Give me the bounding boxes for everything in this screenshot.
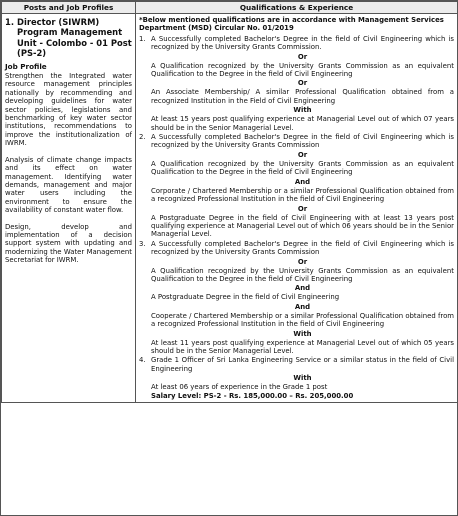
connector-text: With <box>293 329 312 338</box>
qualification-item <box>139 356 454 400</box>
qualification-number: 2. <box>139 133 146 142</box>
qualification-option: An Associate Membership/ A similar Professional Qualification obtained from a recognized Institution in the Field of Civil Engineering <box>151 88 454 105</box>
qualification-option: A Qualification recognized by the University Grants Commission as an equivalent Qualification to the Degree in the field of Civil Engineering <box>151 266 454 283</box>
post-number: 1. <box>5 17 15 27</box>
qualification-item <box>139 133 454 239</box>
qualification-option: A Qualification recognized by the University Grants Commission as an equivalent Qualification to the Degree in the field of Civil Engineering <box>151 61 454 79</box>
connector-text: And <box>294 177 311 186</box>
post-title-text: Director (SIWRM) Program Management Unit - Colombo - 01 Post (PS-2) <box>17 17 132 59</box>
qualification-item <box>139 240 454 356</box>
qualification-number: 1. <box>139 34 146 43</box>
connector-text: Or <box>297 204 308 213</box>
qualification-option: A Postgraduate Degree in the field of Civil Engineering <box>151 293 340 302</box>
qualification-number: 4. <box>139 356 146 365</box>
qualification-option: A Successfully completed Bachelor's Degree in the field of Civil Engineering which is recognized by the University Grants Commission <box>151 239 454 257</box>
header-qualifications-experience: Qualifications & Experience <box>136 2 458 14</box>
connector-text: And <box>294 302 311 311</box>
post-cell <box>2 14 136 403</box>
qualification-option: At least 06 years of experience in the Grade 1 post <box>151 383 328 392</box>
qualification-option: A Postgraduate Degree in the field of Civil Engineering with at least 13 years post qualifying experience at Managerial Level out of which 06 years should be in the Senior Managerial Level. <box>151 213 454 239</box>
connector-text: Or <box>297 52 308 61</box>
salary-level: Salary Level: PS-2 - Rs. 185,000.00 – Rs. 205,000.00 <box>151 391 354 400</box>
connector-text: Or <box>297 150 308 159</box>
connector-text: And <box>294 284 311 293</box>
job-profile-paragraph: Analysis of climate change impacts and its effect on water management. Identifying water demands, management and major water users including the environment to ensure the availability of constant water flow. <box>5 155 132 215</box>
qualification-option: Grade 1 Officer of Sri Lanka Engineering Service or a similar status in the field of Civil Engineering <box>151 356 454 373</box>
qualifications-table <box>1 1 458 403</box>
job-profile-paragraph: Strengthen the Integrated water resource management principles nationally by recommending and developing guidelines for water sector policies, legislations and benchmarking of key water sector institutions, recommendations to improve the institutionalization of IWRM. <box>5 72 132 148</box>
qualification-option: At least 15 years post qualifying experience at Managerial Level out of which 07 years should be in the Senior Managerial Level. <box>151 115 454 132</box>
qualification-option: A Successfully completed Bachelor's Degree in the field of Civil Engineering which is recognized by the University Grants Commission. <box>151 34 454 52</box>
msd-circular-note: *Below mentioned qualifications are in accordance with Management Services Department (MSD) Circular No. 01/2019 <box>139 16 444 33</box>
connector-text: With <box>293 374 312 383</box>
qualification-option: Corporate / Chartered Membership or a similar Professional Qualification obtained from a recognized Professional Institution in the field of Civil Engineering <box>151 186 454 204</box>
qualification-number: 3. <box>139 239 146 248</box>
job-profile-heading: Job Profile <box>5 61 47 71</box>
qualification-option: A Qualification recognized by the University Grants Commission as an equivalent Qualification to the Degree in the field of Civil Engineering <box>151 159 454 177</box>
header-posts-and-job-profiles: Posts and Job Profiles <box>2 2 136 14</box>
table-header-row <box>2 2 458 14</box>
post-title <box>5 17 132 59</box>
qualification-item <box>139 35 454 132</box>
connector-text: With <box>293 106 312 115</box>
qualification-option: At least 11 years post qualifying experience at Managerial Level out of which 05 years should be in the Senior Managerial Level. <box>151 338 454 355</box>
table-row <box>2 14 458 403</box>
qualification-option: A Successfully completed Bachelor's Degree in the field of Civil Engineering which is recognized by the University Grants Commission <box>151 133 454 150</box>
qualifications-cell <box>136 14 458 403</box>
connector-text: Or <box>297 257 308 266</box>
job-profile-paragraph: Design, develop and implementation of a decision support system with updating and modernizing the Water Management Secretariat for IWRM. <box>5 222 132 265</box>
qualification-option: Cooperate / Chartered Membership or a similar Professional Qualification obtained from a recognized Professional Institution in the field of Civil Engineering <box>151 311 454 329</box>
connector-text: Or <box>297 79 308 88</box>
